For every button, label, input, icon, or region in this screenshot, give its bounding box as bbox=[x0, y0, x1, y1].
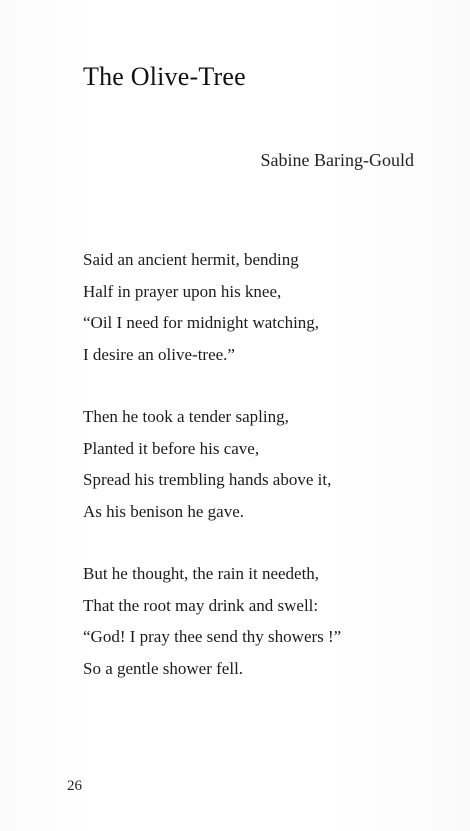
poem-author: Sabine Baring-Gould bbox=[260, 150, 414, 170]
poem-line: That the root may drink and swell: bbox=[83, 595, 319, 615]
poem-line: Spread his trembling hands above it, bbox=[83, 470, 332, 489]
poem-line: Planted it before his cave, bbox=[83, 438, 260, 458]
poem-line: I desire an olive-tree.” bbox=[83, 344, 235, 364]
poem-line: So a gentle shower fell. bbox=[83, 658, 244, 678]
poem-line: But he thought, the rain it needeth, bbox=[83, 564, 320, 583]
poem-line: Half in prayer upon his knee, bbox=[83, 281, 282, 301]
stanza bbox=[83, 558, 423, 684]
poem-line: Then he took a tender sapling, bbox=[83, 407, 289, 426]
poem-title: The Olive-Tree bbox=[83, 62, 246, 91]
poem-line: “Oil I need for midnight watching, bbox=[83, 313, 320, 332]
page-number: 26 bbox=[67, 778, 82, 794]
poem-line: As his benison he gave. bbox=[83, 501, 245, 521]
poem-line: “God! I pray thee send thy showers !” bbox=[83, 627, 342, 646]
poem-body bbox=[83, 244, 423, 715]
poem-line: Said an ancient hermit, bending bbox=[83, 250, 299, 269]
stanza bbox=[83, 401, 423, 527]
stanza bbox=[83, 244, 423, 370]
